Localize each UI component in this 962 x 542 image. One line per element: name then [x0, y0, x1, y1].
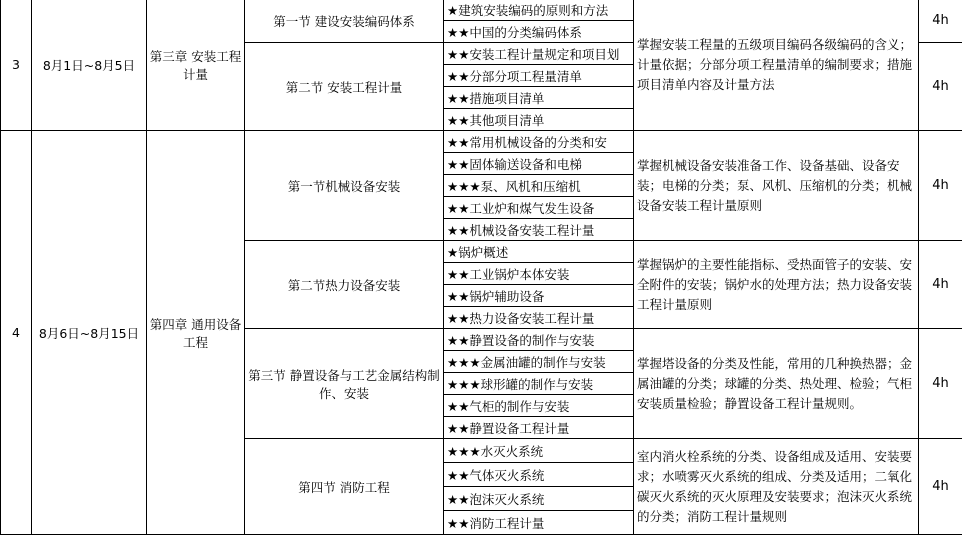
topic-item: ★★静置设备的制作与安装 — [444, 329, 634, 351]
topic-item: ★★★金属油罐的制作与安装 — [444, 351, 634, 373]
topic-item: ★★常用机械设备的分类和安 — [444, 131, 634, 153]
topic-item: ★★机械设备安装工程计量 — [444, 219, 634, 241]
topic-item: ★★锅炉辅助设备 — [444, 285, 634, 307]
section-date: 8月6日~8月15日 — [32, 131, 147, 535]
topic-item: ★★其他项目清单 — [444, 109, 634, 131]
requirements-text: 掌握塔设备的分类及性能，常用的几种换热器；金属油罐的分类；球罐的分类、热处理、检验；气柜安装质量检验；静置设备工程计量规则。 — [634, 329, 919, 439]
chapter-title: 第三章 安装工程计量 — [147, 0, 245, 131]
hours-value: 4h — [919, 131, 962, 241]
topic-item: ★★静置设备工程计量 — [444, 417, 634, 439]
requirements-text: 掌握安装工程量的五级项目编码各级编码的含义；计量依据；分部分项工程量清单的编制要求；措施项目清单内容及计量方法 — [634, 0, 919, 131]
subsection-title: 第四节 消防工程 — [245, 439, 444, 535]
hours-value: 4h — [919, 43, 962, 131]
chapter-title: 第四章 通用设备工程 — [147, 131, 245, 535]
hours-value: 4h — [919, 241, 962, 329]
table-row — [1, 131, 962, 153]
subsection-title: 第一节机械设备安装 — [245, 131, 444, 241]
section-number: 3 — [1, 0, 32, 131]
topic-item: ★★气体灭火系统 — [444, 463, 634, 487]
topic-item: ★★安装工程计量规定和项目划 — [444, 43, 634, 65]
hours-value: 4h — [919, 0, 962, 43]
topic-item: ★★★泵、风机和压缩机 — [444, 175, 634, 197]
topic-item: ★★★水灭火系统 — [444, 439, 634, 463]
section-date: 8月1日~8月5日 — [32, 0, 147, 131]
topic-item: ★★热力设备安装工程计量 — [444, 307, 634, 329]
hours-value: 4h — [919, 329, 962, 439]
topic-item: ★★措施项目清单 — [444, 87, 634, 109]
topic-item: ★建筑安装编码的原则和方法 — [444, 0, 634, 21]
topic-item: ★★泡沫灭火系统 — [444, 487, 634, 511]
requirements-text: 掌握机械设备安装准备工作、设备基础、设备安装；电梯的分类；泵、风机、压缩机的分类；机械设备安装工程计量原则 — [634, 131, 919, 241]
topic-item: ★锅炉概述 — [444, 241, 634, 263]
requirements-text: 掌握锅炉的主要性能指标、受热面管子的安装、安全附件的安装；锅炉水的处理方法；热力设备安装工程计量原则 — [634, 241, 919, 329]
topic-item: ★★工业炉和煤气发生设备 — [444, 197, 634, 219]
section-number: 4 — [1, 131, 32, 535]
hours-value: 4h — [919, 439, 962, 535]
topic-item: ★★中国的分类编码体系 — [444, 21, 634, 43]
topic-item: ★★分部分项工程量清单 — [444, 65, 634, 87]
table-row — [1, 0, 962, 21]
topic-item: ★★气柜的制作与安装 — [444, 395, 634, 417]
topic-item: ★★工业锅炉本体安装 — [444, 263, 634, 285]
topic-item: ★★固体输送设备和电梯 — [444, 153, 634, 175]
subsection-title: 第二节热力设备安装 — [245, 241, 444, 329]
requirements-text: 室内消火栓系统的分类、设备组成及适用、安装要求；水喷雾灭火系统的组成、分类及适用；二氧化碳灭火系统的灭火原理及安装要求；泡沫灭火系统的分类；消防工程计量规则 — [634, 439, 919, 535]
topic-item: ★★消防工程计量 — [444, 511, 634, 535]
topic-item: ★★★球形罐的制作与安装 — [444, 373, 634, 395]
subsection-title: 第二节 安装工程计量 — [245, 43, 444, 131]
subsection-title: 第一节 建设安装编码体系 — [245, 0, 444, 43]
subsection-title: 第三节 静置设备与工艺金属结构制作、安装 — [245, 329, 444, 439]
